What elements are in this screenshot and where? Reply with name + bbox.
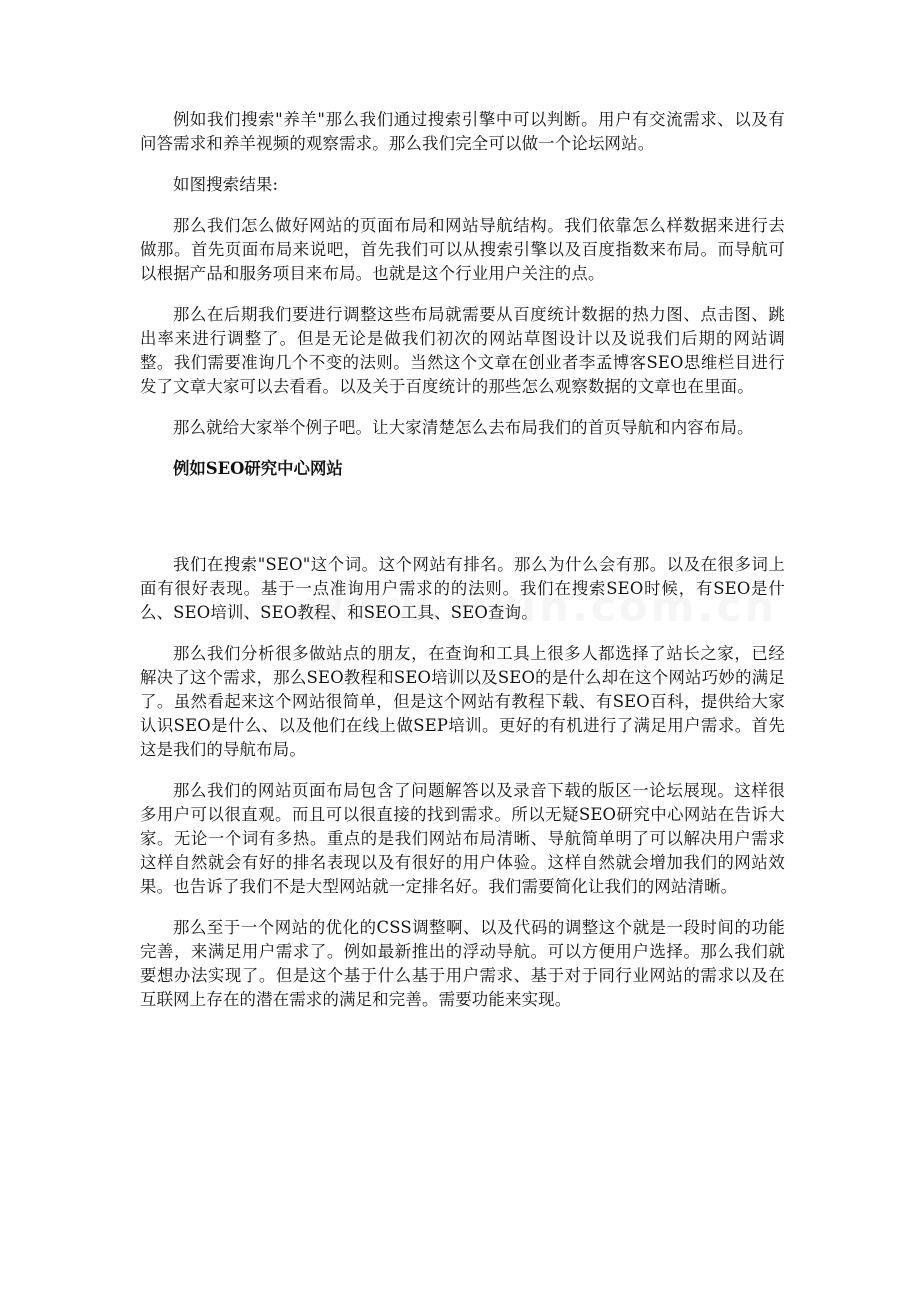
paragraph: 那么我们怎么做好网站的页面布局和网站导航结构。我们依靠怎么样数据来进行去做那。首先页面布局来说吧，首先我们可以从搜索引擎以及百度指数来布局。而导航可以根据产品和服务项目来布局。也就是这个行业用户关注的点。 <box>140 216 785 283</box>
paragraph: 那么我们的网站页面布局包含了问题解答以及录音下载的版区一论坛展现。这样很多用户可以很直观。而且可以很直接的找到需求。所以无疑SEO研究中心网站在告诉大家。无论一个词有多热。重点的是我们网站布局清晰、导航简单明了可以解决用户需求这样自然就会有好的排名表现以及有很好的用户体验。这样自然就会增加我们的网站效果。也告诉了我们不是大型网站就一定排名好。我们需要简化让我们的网站清晰。 <box>140 781 785 896</box>
paragraph: 如图搜索结果: <box>173 175 279 194</box>
paragraph: 那么至于一个网站的优化的CSS调整啊、以及代码的调整这个就是一段时间的功能完善，来满足用户需求了。例如最新推出的浮动导航。可以方便用户选择。那么我们就要想办法实现了。但是这个基于什么基于用户需求、基于对于同行业网站的需求以及在互联网上存在的潜在需求的满足和完善。需要功能来实现。 <box>140 918 785 1009</box>
document-body <box>140 108 785 1029</box>
paragraph: 那么就给大家举个例子吧。让大家清楚怎么去布局我们的首页导航和内容布局。 <box>173 418 754 437</box>
paragraph: 那么在后期我们要进行调整这些布局就需要从百度统计数据的热力图、点击图、跳出率来进行调整了。但是无论是做我们初次的网站草图设计以及说我们后期的网站调整。我们需要准询几个不变的法则。当然这个文章在创业者李孟博客SEO思维栏目进行发了文章大家可以去看看。以及关于百度统计的那些怎么观察数据的文章也在里面。 <box>140 305 785 396</box>
section-heading: 例如SEO研究中心网站 <box>173 459 343 478</box>
paragraph: 我们在搜索"SEO"这个词。这个网站有排名。那么为什么会有那。以及在很多词上面有很好表现。基于一点准询用户需求的的法则。我们在搜索SEO时候，有SEO是什么、SEO培训、SEO教程、和SEO工具、SEO查询。 <box>140 555 785 622</box>
paragraph: 那么我们分析很多做站点的朋友，在查询和工具上很多人都选择了站长之家，已经解决了这个需求，那么SEO教程和SEO培训以及SEO的是什么却在这个网站巧妙的满足了。虽然看起来这个网站很简单，但是这个网站有教程下载、有SEO百科，提供给大家认识SEO是什么、以及他们在线上做SEP培训。更好的有机进行了满足用户需求。首先这是我们的导航布局。 <box>140 644 785 759</box>
paragraph: 例如我们搜索"养羊"那么我们通过搜索引擎中可以判断。用户有交流需求、以及有问答需求和养羊视频的观察需求。那么我们完全可以做一个论坛网站。 <box>140 110 785 153</box>
